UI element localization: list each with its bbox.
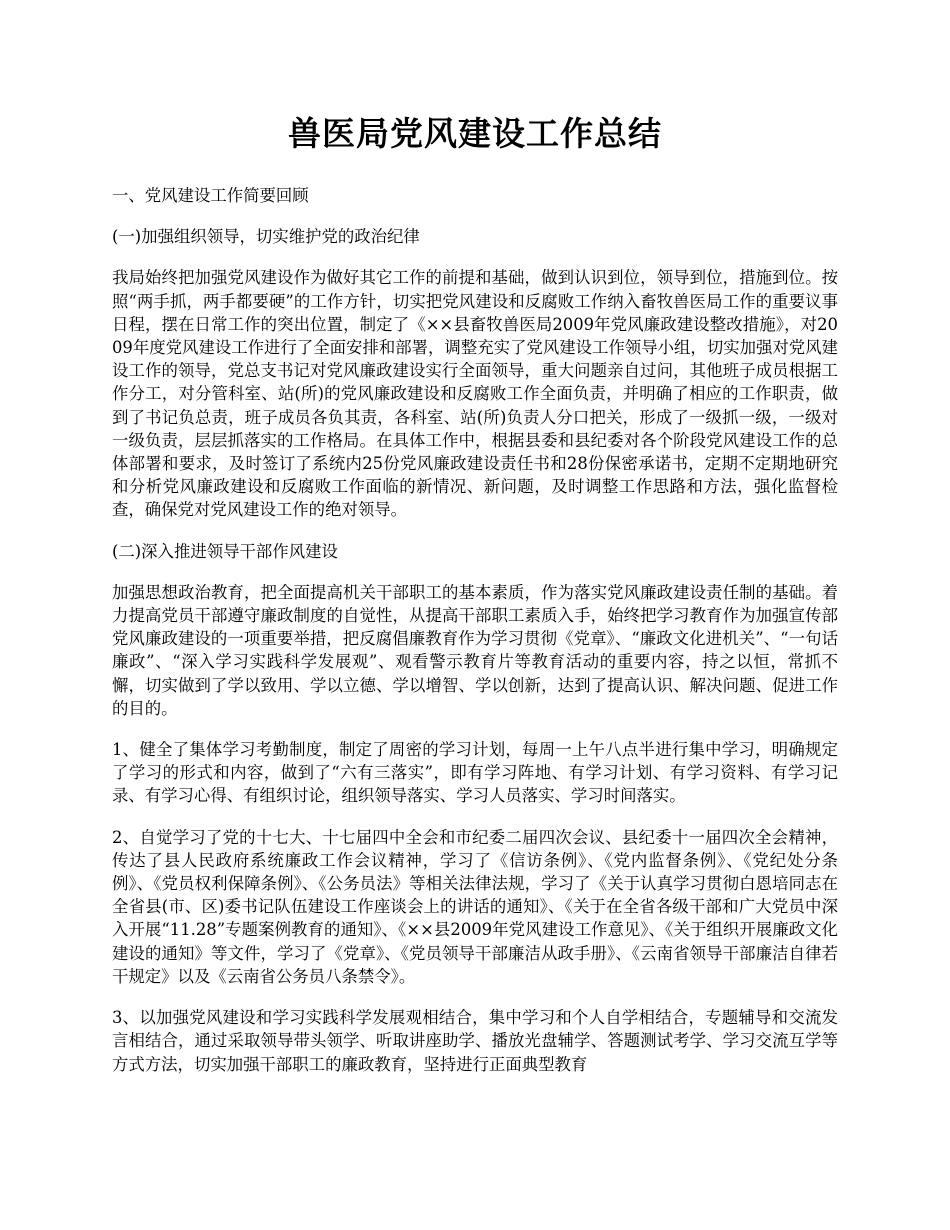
body-paragraph: 我局始终把加强党风建设作为做好其它工作的前提和基础，做到认识到位，领导到位，措施到位。按照“两手抓，两手都要硬”的工作方针，切实把党风建设和反腐败工作纳入畜牧兽医局工作的重要议事日程，摆在日常工作的突出位置，制定了《××县畜牧兽医局2009年党风廉政建设整改措施》，对2009年度党风建设工作进行了全面安排和部署，调整充实了党风建设工作领导小组，切实加强对党风建设工作的领导，党总支书记对党风廉政建设实行全面领导，重大问题亲自过问，其他班子成员根据工作分工，对分管科室、站(所)的党风廉政建设和反腐败工作全面负责，并明确了相应的工作职责，做到了书记负总责，班子成员各负其责，各科室、站(所)负责人分口把关，形成了一级抓一级，一级对一级负责，层层抓落实的工作格局。在具体工作中，根据县委和县纪委对各个阶段党风建设工作的总体部署和要求，及时签订了系统内25份党风廉政建设责任书和28份保密承诺书，定期不定期地研究和分析党风廉政建设和反腐败工作面临的新情况、新问题，及时调整工作思路和方法，强化监督检查，确保党对党风建设工作的绝对领导。 <box>112 268 838 520</box>
document-title: 兽医局党风建设工作总结 <box>288 114 662 153</box>
body-paragraph: 加强思想政治教育，把全面提高机关干部职工的基本素质，作为落实党风廉政建设责任制的基础。着力提高党员干部遵守廉政制度的自觉性，从提高干部职工素质入手，始终把学习教育作为加强宣传部党风廉政建设的一项重要举措，把反腐倡廉教育作为学习贯彻《党章》、“廉政文化进机关”、“一句话廉政”、“深入学习实践科学发展观”、观看警示教育片等教育活动的重要内容，持之以恒，常抓不懈，切实做到了学以致用、学以立德、学以增智、学以创新，达到了提高认识、解决问题、促进工作的目的。 <box>112 582 838 718</box>
section-heading: 一、党风建设工作简要回顾 <box>112 186 309 205</box>
body-paragraph: 3、以加强党风建设和学习实践科学发展观相结合，集中学习和个人自学相结合，专题辅导和交流发言相结合，通过采取领导带头领学、听取讲座助学、播放光盘辅学、答题测试考学、学习交流互学等方式方法，切实加强干部职工的廉政教育，坚持进行正面典型教育 <box>112 1008 838 1074</box>
subsection-heading: (二)深入推进领导干部作风建设 <box>112 541 338 561</box>
subsection-heading: (一)加强组织领导，切实维护党的政治纪律 <box>112 227 420 247</box>
body-paragraph: 1、健全了集体学习考勤制度，制定了周密的学习计划，每周一上午八点半进行集中学习，明确规定了学习的形式和内容，做到了“六有三落实”，即有学习阵地、有学习计划、有学习资料、有学习记录、有学习心得、有组织讨论，组织领导落实、学习人员落实、学习时间落实。 <box>112 740 838 806</box>
body-paragraph: 2、自觉学习了党的十七大、十七届四中全会和市纪委二届四次会议、县纪委十一届四次全会精神，传达了县人民政府系统廉政工作会议精神，学习了《信访条例》、《党内监督条例》、《党纪处分条例》、《党员权利保障条例》、《公务员法》等相关法律法规，学习了《关于认真学习贯彻白恩培同志在全省县(市、区)委书记队伍建设工作座谈会上的讲话的通知》、《关于在全省各级干部和广大党员中深入开展“11.28”专题案例教育的通知》、《××县2009年党风建设工作意见》、《关于组织开展廉政文化建设的通知》等文件，学习了《党章》、《党员领导干部廉洁从政手册》、《云南省领导干部廉洁自律若干规定》以及《云南省公务员八条禁令》。 <box>112 827 838 986</box>
